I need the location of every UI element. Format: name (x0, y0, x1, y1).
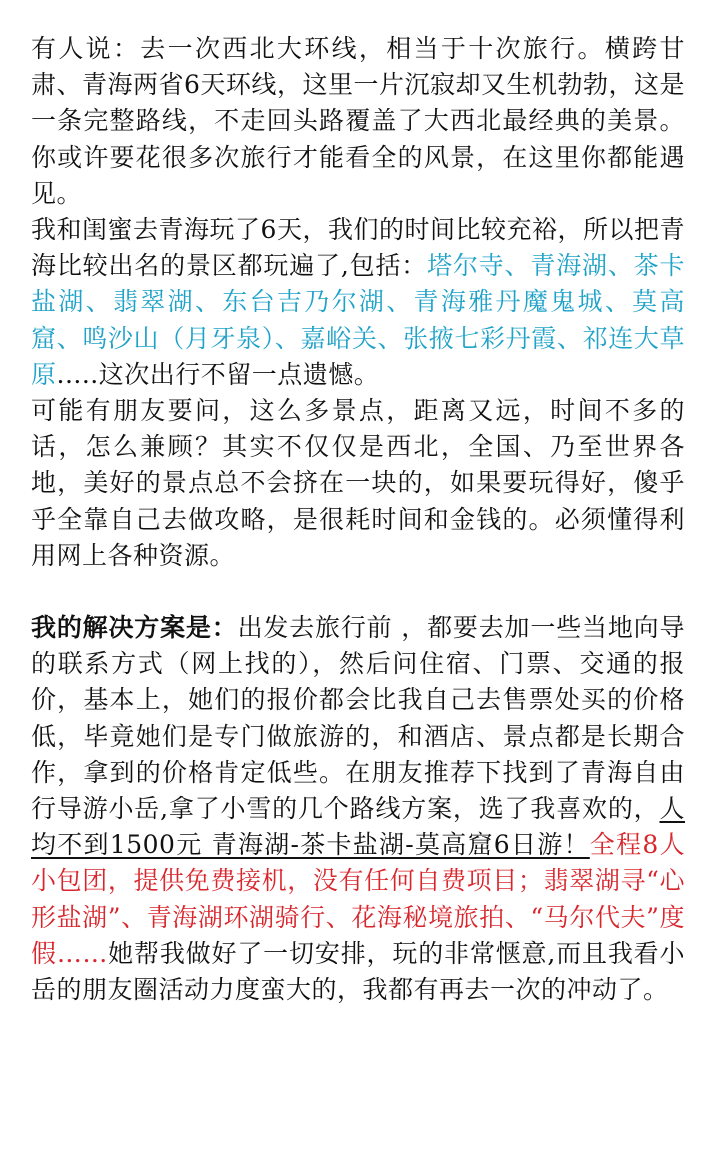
solution-body-text: 出发去旅行前 ，都要去加一些当地向导的联系方式（网上找的），然后问住宿、门票、交通的报价，基本上，她们的报价都会比我自己去售票处买的价格低，毕竟她们是专门做旅游的，和酒店、景点都是长期合作，拿到的价格肯定低些。在朋友推荐下找到了青海自由行导游小岳,拿了小雪的几个路线方案，选了我喜欢的， (31, 613, 685, 824)
paragraph-trip-overview (31, 212, 685, 393)
solution-tail-text: 她帮我做好了一切安排，玩的非常惬意,而且我看小岳的朋友圈活动力度蛮大的，我都有再去一次的冲动了。 (31, 938, 685, 1005)
trip-tail-text: .....这次出行不留一点遗憾。 (56, 359, 380, 389)
trip-intro-text: 我和闺蜜去青海玩了6天，我们的时间比较充裕，所以把青海比较出名的景区都玩遍了,包括： (31, 215, 685, 281)
article-body (31, 31, 685, 1008)
attraction-list: 塔尔寺、青海湖、茶卡盐湖、翡翠湖、东台吉乃尔湖、青海雅丹魔鬼城、莫高窟、鸣沙山（月牙泉）、嘉峪关、张掖七彩丹霞、祁连大草原 (31, 251, 685, 389)
paragraph-question: 可能有朋友要问，这么多景点，距离又远，时间不多的话，怎么兼顾？其实不仅仅是西北，全国、乃至世界各地，美好的景点总不会挤在一块的，如果要玩得好，傻乎乎全靠自己去做攻略，是很耗时间和金钱的。必须懂得利用网上各种资源。 (31, 396, 685, 570)
paragraph-solution (31, 610, 685, 1008)
paragraph-intro: 有人说：去一次西北大环线，相当于十次旅行。横跨甘肃、青海两省6天环线，这里一片沉寂却又生机勃勃，这是一条完整路线，不走回头路覆盖了大西北最经典的美景。你或许要花很多次旅行才能看全的风景，在这里你都能遇见。 (31, 34, 685, 208)
tour-offer-text: 人均不到1500元 青海湖-茶卡盐湖-莫高窟6日游！ (31, 794, 685, 860)
tour-features-text: 全程8人小包团，提供免费接机，没有任何自费项目；翡翠湖寻“心形盐湖”、青海湖环湖骑行、花海秘境旅拍、“马尔代夫”度假…… (31, 830, 686, 968)
paragraph-spacer (31, 574, 685, 610)
solution-heading: 我的解决方案是： (31, 613, 238, 643)
